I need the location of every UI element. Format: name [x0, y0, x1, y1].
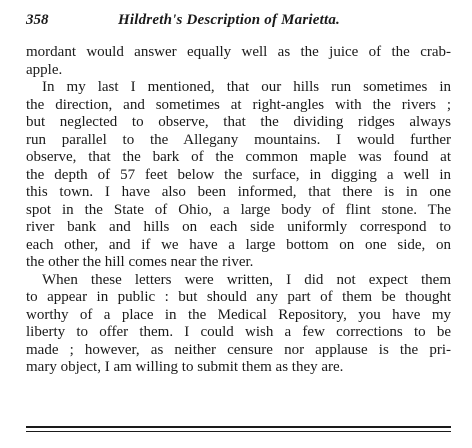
- footer-rule-thin: [26, 431, 451, 432]
- text-line: When these letters were written, I did not expect them: [42, 271, 451, 288]
- text-line: made ; however, as neither censure nor applause is the pri-: [26, 341, 451, 358]
- text-line: In my last I mentioned, that our hills run sometimes in: [42, 79, 451, 95]
- text-line: this town. I have also been informed, that there is in one: [26, 184, 451, 200]
- text-line: but neglected to observe, that the dividing ridges always: [26, 114, 451, 130]
- text-line: mordant would answer equally well as the juice of the crab-: [26, 44, 451, 60]
- text-line: the direction, and sometimes at right-angles with the rivers ;: [26, 96, 451, 113]
- body-text: [26, 44, 451, 377]
- page-header: [26, 9, 452, 31]
- running-title: Hildreth's Description of Marietta.: [118, 12, 341, 28]
- text-line: spot in the State of Ohio, a large body of flint stone. The: [26, 201, 451, 218]
- text-line: the other the hill comes near the river.: [26, 254, 254, 270]
- text-line: apple.: [26, 61, 63, 78]
- text-line: each other, and if we have a large bottom on one side, on: [26, 236, 451, 253]
- text-line: mary object, I am willing to submit them as they are.: [26, 359, 344, 375]
- text-line: run parallel to the Allegany mountains. I would further: [26, 131, 451, 148]
- footer-rule-thick: [26, 426, 451, 428]
- page-number: 358: [26, 12, 49, 28]
- text-line: to appear in public : but should any part of them be thought: [26, 289, 451, 305]
- text-line: river bank and hills on each side uniformly correspond to: [26, 219, 451, 235]
- text-line: the depth of 57 feet below the surface, in digging a well in: [26, 166, 451, 183]
- text-line: worthy of a place in the Medical Repository, you have my: [26, 306, 451, 323]
- text-line: observe, that the bark of the common maple was found at: [26, 149, 451, 165]
- text-line: liberty to offer them. I could wish a few corrections to be: [26, 324, 451, 340]
